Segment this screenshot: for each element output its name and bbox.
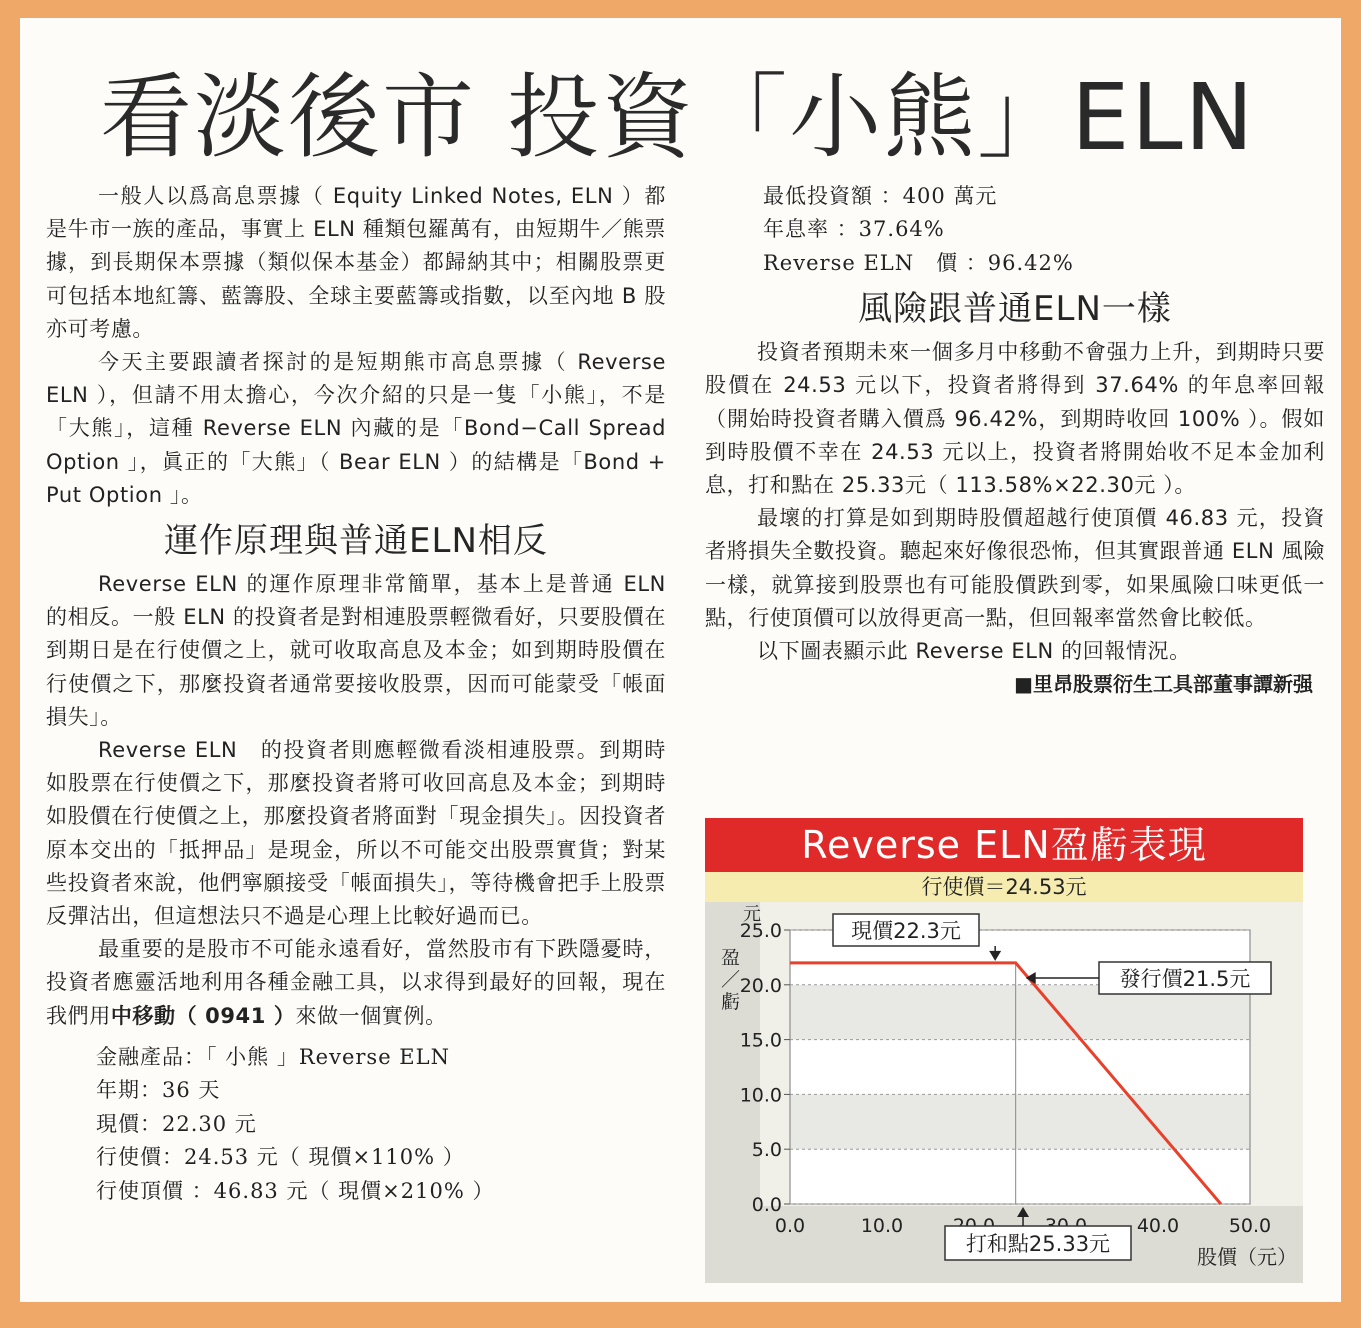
paragraph: 以下圖表顯示此 Reverse ELN 的回報情況。 <box>757 639 1191 664</box>
y-axis-label <box>721 947 740 1013</box>
paragraph: 投資者預期未來一個多月中移動不會强力上升，到期時只要股價在 24.53 元以下，投資者將得到 37.64% 的年息率回報（開始時投資者購入價爲 96.42%，到期時收回 100% ）。假如到時股價不幸在 24.53 元以上，投資者將開始收不足本金加利息，打和點在 25.33元（ 113.58%×22.30元 ）。 <box>705 340 1325 498</box>
headline: 看淡後市 投資「小熊」ELN <box>100 64 1256 171</box>
y-axis-label-char: 盈 <box>721 947 741 969</box>
paragraph: Reverse ELN 的投資者則應輕微看淡相連股票。到期時如股票在行使價之下，那麼投資者將可收回高息及本金；到期時如股價在行使價之上，那麼投資者將面對「現金損失」。因投資者原本交出的「抵押品」是現金，所以不可能交出股票實貨；對某些投資者來說，他們寧願接受「帳面損失」，等待機會把手上股票反彈沽出，但這想法只不過是心理上比較好過而已。 <box>46 738 666 929</box>
right-column <box>705 180 1325 700</box>
subheading: 運作原理與普通ELN相反 <box>164 521 548 562</box>
chart-panel <box>705 818 1303 1283</box>
author-byline: ■里昂股票衍生工具部董事譚新强 <box>1014 672 1313 697</box>
chart-title: Reverse ELN盈虧表現 <box>705 818 1303 872</box>
y-tick-label: 5.0 <box>751 1139 782 1162</box>
paragraph-text: 最重要的是股市不可能永遠看好，當然股市有下跌隱憂時，投資者應靈活地利用各種金融工具，以求得到最好的回報，現在我們用 <box>46 937 666 1028</box>
x-tick-label: 50.0 <box>1228 1215 1272 1237</box>
y-axis-label-char: ／ <box>721 969 741 991</box>
y-tick-label: 20.0 <box>739 974 782 997</box>
paragraph <box>46 933 666 1033</box>
paragraph: 一般人以爲高息票據（ Equity Linked Notes, ELN ）都是牛市一族的產品，事實上 ELN 種類包羅萬有，由短期牛／熊票據，到長期保本票據（類似保本基金）都歸納其中；相關股票更可包括本地紅籌、藍籌股、全球主要藍籌或指數，以至內地 B 股亦可考慮。 <box>46 184 666 341</box>
spec-line: 最低投資額 ：400 萬元 <box>763 184 998 208</box>
callout-breakeven-text: 打和點25.33元 <box>965 1232 1111 1256</box>
spec-line: 行使價：24.53 元（ 現價×110% ） <box>96 1145 465 1170</box>
plot-band <box>790 1040 1250 1095</box>
y-tick-label: 15.0 <box>739 1029 782 1052</box>
x-axis-label: 股價（元） <box>1197 1245 1297 1269</box>
plot-band <box>790 1094 1250 1149</box>
y-tick-label: 0.0 <box>751 1194 782 1216</box>
x-tick-label: 10.0 <box>860 1215 904 1237</box>
x-tick-label: 0.0 <box>774 1215 806 1237</box>
subheading: 風險跟普通ELN一樣 <box>858 289 1172 330</box>
callout-issue-text: 發行價21.5元 <box>1119 967 1251 991</box>
paragraph-text: 來做一個實例。 <box>295 1003 447 1028</box>
callout-current-text: 現價22.3元 <box>851 919 961 943</box>
spec-line: 現價：22.30 元 <box>96 1111 257 1136</box>
paragraph: 今天主要跟讀者探討的是短期熊市高息票據（ Reverse ELN ），但請不用太擔心，今次介紹的只是一隻「小熊」，不是「大熊」，這種 Reverse ELN 內藏的是「Bond−Call Spread Option 」，眞正的「大熊」（ Bear ELN ）的結構是「Bond + Put Option 」。 <box>46 350 666 507</box>
spec-line: Reverse ELN 價 ：96.42% <box>763 250 1074 275</box>
paragraph: Reverse ELN 的運作原理非常簡單，基本上是普通 ELN 的相反。一般 ELN 的投資者是對相連股票輕微看好，只要股價在到期日是在行使價之上，就可收取高息及本金；如到期時股價在行使價之下，那麼投資者通常要接收股票，因而可能蒙受「帳面損失」。 <box>46 572 666 729</box>
paragraph: 最壞的打算是如到期時股價超越行使頂價 46.83 元，投資者將損失全數投資。聽起來好像很恐怖，但其實跟普通 ELN 風險一樣，就算接到股票也有可能股價跌到零，如果風險口味更低一點，行使頂價可以放得更高一點，但回報率當然會比較低。 <box>705 506 1325 630</box>
spec-line: 年期：36 天 <box>96 1078 221 1103</box>
spec-line: 行使頂價 ：46.83 元（ 現價×210% ） <box>96 1178 495 1203</box>
y-axis-label-char: 虧 <box>721 991 741 1013</box>
x-tick-label: 40.0 <box>1136 1215 1180 1237</box>
y-unit-label: 元 <box>743 904 761 925</box>
payoff-chart <box>705 902 1303 1283</box>
chart-subtitle: 行使價＝24.53元 <box>705 872 1303 902</box>
stock-name: 中移動（ 0941 ） <box>110 1003 296 1028</box>
left-column <box>46 180 666 1208</box>
y-tick-label: 10.0 <box>739 1084 782 1107</box>
spec-line: 年息率 ：37.64% <box>763 217 945 242</box>
spec-line: 金融產品：「 小熊 」Reverse ELN <box>96 1044 450 1069</box>
y-tick-label: 25.0 <box>739 920 782 942</box>
